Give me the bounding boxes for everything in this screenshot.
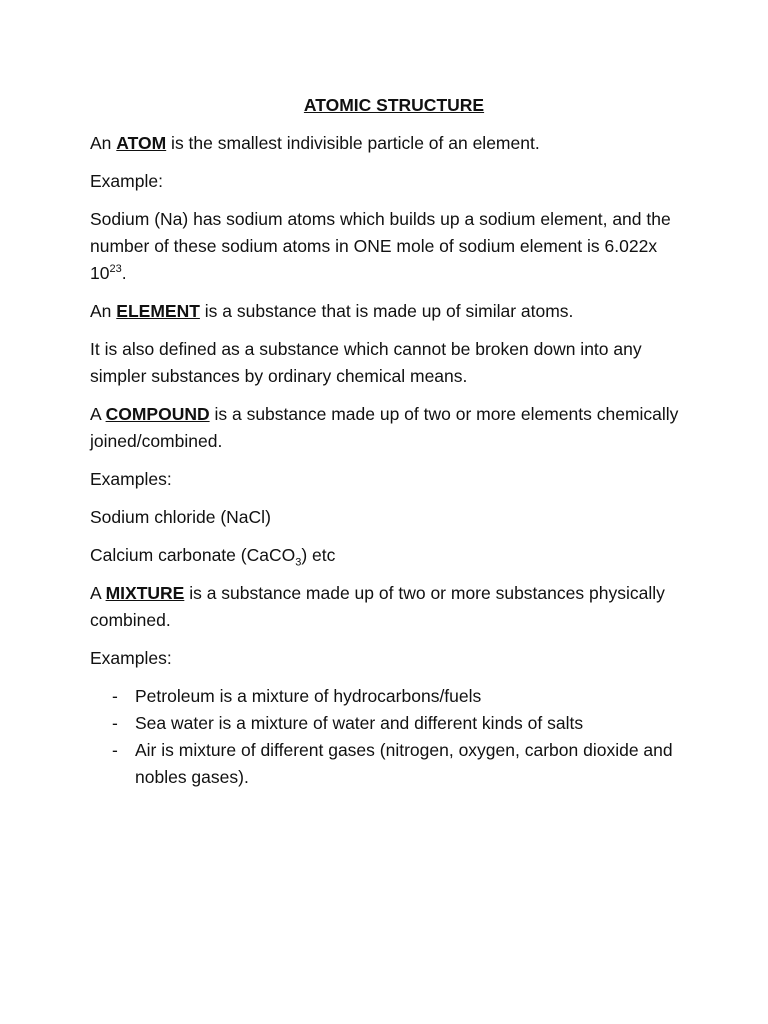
dash-bullet: - bbox=[112, 686, 118, 706]
list-item bbox=[90, 737, 690, 791]
examples-label-mixture: Examples: bbox=[90, 648, 172, 668]
compound-definition bbox=[90, 401, 690, 455]
caco3-text: Calcium carbonate (CaCO bbox=[90, 545, 296, 565]
mixture-term: MIXTURE bbox=[105, 583, 185, 603]
compound-rest: is a substance made up of two or more elements chemically joined/combined. bbox=[90, 404, 679, 451]
mixture-definition bbox=[90, 580, 690, 634]
dash-bullet: - bbox=[112, 740, 118, 760]
list-item bbox=[90, 683, 690, 710]
mixture-rest: is a substance made up of two or more substances physically combined. bbox=[90, 583, 665, 630]
caco3-subscript: 3 bbox=[295, 556, 302, 569]
element-rest: is a substance that is made up of similar atoms. bbox=[199, 301, 574, 321]
atom-definition bbox=[90, 130, 690, 157]
atom-term: ATOM bbox=[116, 133, 167, 153]
mixture-prefix: A bbox=[90, 583, 106, 603]
element-prefix: An bbox=[90, 301, 117, 321]
atom-prefix: An bbox=[90, 133, 117, 153]
sodium-text: Sodium (Na) has sodium atoms which builds up a sodium element, and the number of these sodium atoms in ONE mole of sodium element is 6.022x 10 bbox=[90, 209, 671, 283]
page-title: ATOMIC STRUCTURE bbox=[303, 95, 485, 115]
atom-rest: is the smallest indivisible particle of an element. bbox=[166, 133, 540, 153]
sodium-example bbox=[90, 206, 690, 287]
mixture-examples-list bbox=[90, 683, 690, 791]
element-term: ELEMENT bbox=[116, 301, 200, 321]
avogadro-exponent: 23 bbox=[109, 263, 122, 276]
caco3-end: ) etc bbox=[301, 545, 336, 565]
example-label: Example: bbox=[90, 171, 163, 191]
list-item-text: Sea water is a mixture of water and different kinds of salts bbox=[135, 713, 584, 733]
compound-term: COMPOUND bbox=[105, 404, 210, 424]
sodium-end: . bbox=[121, 263, 127, 283]
list-item-text: Petroleum is a mixture of hydrocarbons/fuels bbox=[135, 686, 482, 706]
dash-bullet: - bbox=[112, 713, 118, 733]
element-definition bbox=[90, 298, 690, 325]
examples-label-compound: Examples: bbox=[90, 469, 172, 489]
list-item-text: Air is mixture of different gases (nitrogen, oxygen, carbon dioxide and nobles gases). bbox=[135, 740, 673, 787]
list-item bbox=[90, 710, 690, 737]
element-definition-2: It is also defined as a substance which cannot be broken down into any simpler substances by ordinary chemical means. bbox=[90, 339, 642, 386]
compound-prefix: A bbox=[90, 404, 106, 424]
example-caco3 bbox=[90, 542, 690, 569]
document-body bbox=[90, 92, 690, 791]
example-nacl: Sodium chloride (NaCl) bbox=[90, 507, 271, 527]
